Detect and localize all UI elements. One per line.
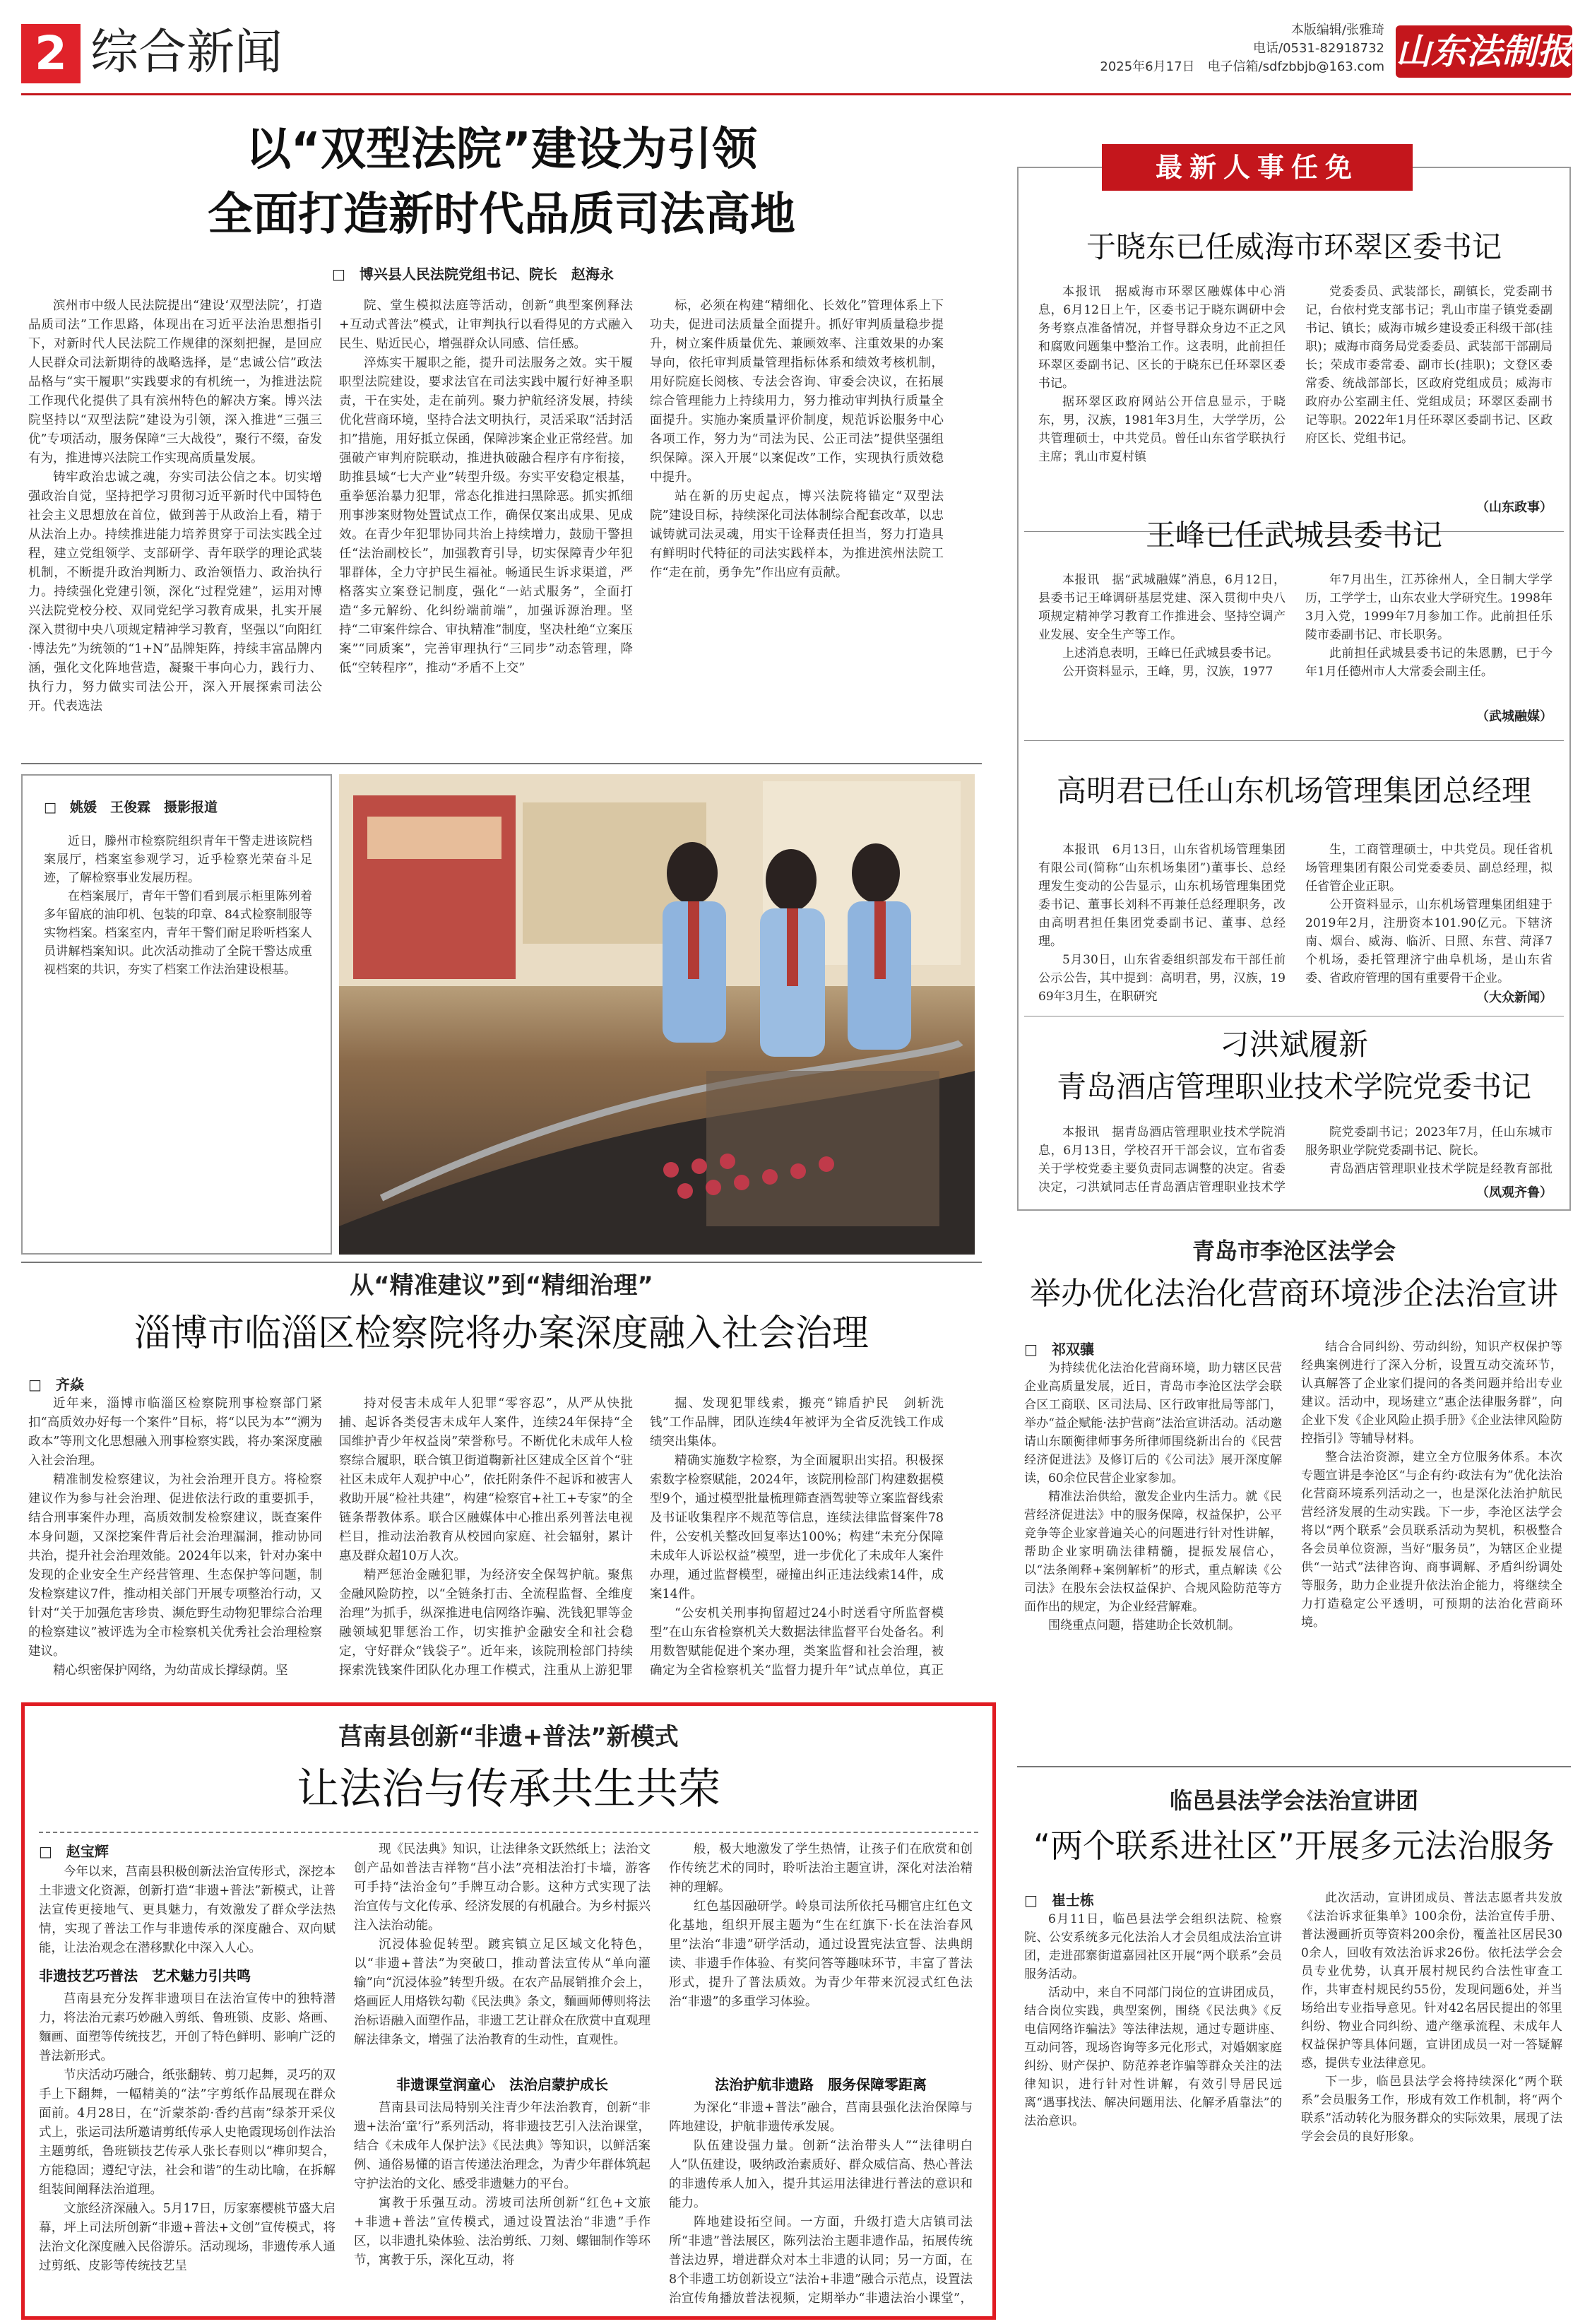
paragraph: 精准制发检察建议，为社会治理开良方。将检察建议作为参与社会治理、促进依法行政的重要抓手，结合刑事案件办理，高质效制发检察建议，既查案件本身问题，又深挖案件背后社会治理漏洞，推动协同共治，提升社会治理效能。2024年以来，针对办案中发现的企业安全生产经营管理、生态保护等问题，制发检察建议7件，推动相关部门开展专项整治行动，又针对“关于加强危害珍贵、濒危野生动物犯罪综合治理的检察建议”被评选为全市检察机关优秀社会治理检察建议。: [28, 1473, 322, 1659]
linyi-byline-text: 崔士栋: [1051, 1892, 1094, 1909]
junan-column-1: [39, 1863, 336, 2315]
section-number: 2: [21, 24, 81, 83]
personnel-4-col2: [1305, 1123, 1553, 1180]
paragraph: 为深化“非遗+普法”融合，莒南县强化法治保障与阵地建设，护航非遗传承发展。: [669, 2101, 973, 2134]
paragraph: 为持续优化法治化营商环境，助力辖区民营企业高质量发展，近日，青岛市李沧区法学会联合区工商联、区司法局、区行政审批局等部门，举办“益企赋能·法护营商”法治宣讲活动。活动邀请山东颐衡律师事务所律师围绕新出台的《民营经济促进法》及修订后的《公司法》展开深度解读，60余位民营企业家参加。: [1024, 1361, 1282, 1486]
junan-byline: [39, 1840, 251, 1861]
junan-kicker: 莒南县创新“非遗+普法”新模式: [338, 1723, 679, 1751]
licang-title: 举办优化法治化营商环境涉企法治宣讲: [1030, 1276, 1558, 1312]
editor-line: 本版编辑/张雅琦: [1290, 23, 1384, 37]
paragraph: 年7月出生，江苏徐州人，全日制大学学历，工学学士，山东农业大学研究生。1998年3月入党，1999年7月参加工作。此前担任乐陵市委副书记、市长职务。: [1305, 573, 1553, 642]
personnel-3-source: （大众新闻）: [1476, 990, 1553, 1005]
paragraph: 阵地建设拓空间。一方面，升级打造大店镇司法所“非遗”普法展区，陈列法治主题非遗作品，拓展传统普法边界，增进群众对本土非遗的认同；另一方面，在8个非遗工坊创新设立“法治+非遗”融合示范点，设置法治宣传角播放普法视频，定期举办“非遗法治小课堂”，: [669, 2215, 973, 2306]
masthead-meta: [904, 21, 1384, 76]
paragraph: 整合法治资源，建立全方位服务体系。本次专题宣讲是李沧区“与企有约·政法有为”优化法治化营商环境系列活动之一，也是深化法治护航民营经济发展的生动实践。下一步，李沧区法学会将以“两个联系”会员联系活动为契机，积极整合各会员单位资源，当好“服务员”，为辖区企业提供“一站式”法律咨询、商事调解、矛盾纠纷调处等服务，助力企业提升依法治企能力，将继续全力打造稳定公平透明，可预期的法治化营商环境。: [1301, 1450, 1562, 1630]
square-bullet-icon: □: [28, 1376, 56, 1393]
paragraph: 6月11日，临邑县法学会组织法院、检察院、公安系统多元化法治人才会员组成法治宣讲团，走进邵寨街道嘉园社区开展“两个联系”会员服务活动。: [1024, 1912, 1282, 1981]
paragraph: 节庆活动巧融合，纸张翻转、剪刀起舞，灵巧的双手上下翻舞，一幅精美的“法”字剪纸作品展现在群众面前。4月28日，在“沂蒙茶韵·香约莒南”绿茶开采仪式上，张运司法所邀请剪纸传承人史艳霞现场创作法治主题剪纸，鲁班锁技艺传承人张长春则以“榫卯契合，方能稳固；遵纪守法，社会和谐”的生动比喻，在拆解组装间阐释法治道理。: [39, 2068, 336, 2197]
personnel-2-source: （武城融媒）: [1476, 709, 1553, 724]
paragraph: 掘、发现犯罪线索，搬亮“锦盾护民 剑斩洗钱”工作品牌，团队连续4年被评为全省反洗钱工作成绩突出集体。: [650, 1397, 944, 1449]
paragraph: 此前担任武城县委书记的朱恩鹏，已于今年1月任德州市人大常委会副主任。: [1305, 646, 1553, 679]
paragraph: 沉浸体验促转型。踱宾镇立足区域文化特色，以“非遗+普法”为突破口，推动普法宣传从“单向灌输”向“沉浸体验”转型升级。在农产品展销推介会上，烙画匠人用烙铁勾勒《民法典》条文，麵画师傅则将法治标语融入面塑作品，非遗工艺让群众在欣赏中直观理解法律条文，增强了法治教育的生动性，直观性。: [354, 1938, 651, 2047]
paragraph: 本报讯 6月13日，山东省机场管理集团有限公司(简称“山东机场集团”)董事长、总经理发生变动的公告显示，山东机场管理集团党委书记、董事长刘科不再兼任总经理职务，改由高明君担任集团党委副书记、董事、总经理。: [1038, 843, 1286, 949]
personnel-2-col2: [1305, 571, 1553, 705]
paragraph: 铸牢政治忠诚之魂，夯实司法公信之本。切实增强政治自觉，坚持把学习贯彻习近平新时代中国特色社会主义思想放在首位，做到善于从政治上看，精于从法治上办。持续推进能力培养贯穿于司法实践全过程，建立党组领学、支部研学、青年联学的理论武装机制，不断提升政治判断力、政治领悟力、政治执行力。持续强化党建引领，深化“过程党建”，运用对博兴法院党校分校、双同党纪学习教育成果，扎实开展深入贯彻中央八项规定精神学习教育，坚强以“向阳红·博法先”为统领的“1+N”品牌矩阵，持续丰富品牌内涵，强化文化阵地营造，凝聚干事向心力，践行力、执行力，努力做实司法公开，深入开展探索司法公开。代表选法: [28, 470, 322, 713]
paragraph: 淬炼实干履职之能，提升司法服务之效。实干履职型法院建设，要求法官在司法实践中履行好神圣职责，干在实处，走在前列。聚力护航经济发展，持续优化营商环境，坚持合法文明执行，灵活采取“活封活扣”措施，用好抵立保函，保障涉案企业正常经营。加强破产审判府院联动，推进执破融合程序有序衔接，助推县域“七大产业”转型升级。夯实平安稳定根基，重拳惩治暴力犯罪，常态化推进扫黑除恶。抓实抓细刑事涉案财物处置试点工作，确保仅案出成果、见成效。在青少年犯罪协同共治上持续增力，鼓励干警担任“法治副校长”，加强教育引导，切实保障青少年犯罪群体，全力守护民生福祉。畅通民生诉求渠道，严格落实立案登记制度，强化“一站式服务”，全面打造“多元解纷、化纠纷端前端”，加强诉源治理。坚持“二审案件综合、审执精准”制度，坚决杜绝“立案压案”“同质案”，完善审理执行“三同步”动态管理，降低“空转程序”，推动“矛盾不上交”: [339, 356, 633, 675]
zibo-column-1: [28, 1394, 322, 1677]
paragraph: 本报讯 据“武城融媒”消息，6月12日，县委书记王峰调研基层党建、深入贯彻中央八项规定精神学习教育工作推进会、坚持空调产业发展、安全生产等工作。: [1038, 573, 1286, 642]
square-bullet-icon: □: [1024, 1892, 1052, 1909]
photo-credit-text: 姚媛 王俊霖 摄影报道: [69, 800, 218, 815]
junan-col2-top: [354, 1840, 651, 2070]
paragraph: 标，必须在构建“精细化、长效化”管理体系上下功夫，促进司法质量全面提升。抓好审判质量稳步提升，树立案件质量优先、兼顾效率、注重效果的办案导向，依托审判质量管理指标体系和绩效考核机制，用好院庭长阅核、专法会咨询、审委会决议，在拓展综合管理能力上持续用力，努力推动审判执行质量全面提升。实施办案质量评价制度，规范诉讼服务中心各项工作，努力为“司法为民、公正司法”提供坚强组织保障。深入开展“以案促改”工作，实现执行质效稳中提升。: [650, 299, 944, 485]
paragraph: 般，极大地激发了学生热情，让孩子们在欣赏和创作传统艺术的同时，聆听法治主题宣讲，深化对法治精神的理解。: [669, 1842, 973, 1895]
paragraph: 下一步，临邑县法学会将持续深化“两个联系”会员服务工作，形成有效工作机制，将“两个联系”活动转化为服务群众的实际效果，展现了法学会会员的良好形象。: [1301, 2075, 1562, 2144]
paragraph: 持对侵害未成年人犯罪“零容忍”，从严从快批捕、起诉各类侵害未成年人案件，连续24年保持“全国维护青少年权益岗”荣誉称号。不断优化未成年人检察综合履职，联合镇卫街道鞠新社区建成全区首个“驻社区未成年人观护中心”，依托附条件不起诉和被害人救助开展“检社共建”，构建“检察官+社工+专家”的全链条帮教体系。联合区融媒体中心推出系列普法电视栏目，推动法治教育从校园向家庭、社会辐射，累计惠及群众超10万人次。: [339, 1397, 633, 1563]
date-email-line: 2025年6月17日 电子信箱/sdfzbbjb@163.com: [1100, 59, 1384, 74]
linyi-column-1: [1024, 1910, 1282, 2314]
junan-subhead-3: 法治护航非遗路 服务保障零距离: [715, 2076, 927, 2093]
square-bullet-icon: □: [1024, 1341, 1052, 1358]
square-bullet-icon: □: [44, 800, 70, 815]
zibo-top-rule: [21, 1262, 982, 1263]
zibo-byline: [28, 1373, 240, 1394]
paragraph: 近日，滕州市检察院组织青年干警走进该院档案展厅，档案室参观学习，近乎检察光荣奋斗足迹，了解检察事业发展历程。: [44, 834, 312, 885]
licang-column-2: [1301, 1338, 1562, 1752]
lead-column-3: [650, 297, 944, 749]
paragraph: 近年来，淄博市临淄区检察院刑事检察部门紧扣“高质效办好每一个案件”目标，将“以民为本”“溯为政本”等刑文化思想融入刑事检察实践，将办案深度融入社会治理。: [28, 1397, 322, 1468]
junan-subhead-2: 非遗课堂润童心 法治启蒙护成长: [396, 2076, 608, 2093]
paragraph: 据环翠区政府网站公开信息显示，于晓东，男，汉族，1981年3月生，大学学历，公共管理硕士，中共党员。曾任山东省学联执行主席；乳山市夏村镇: [1038, 395, 1286, 464]
square-bullet-icon: □: [332, 266, 360, 283]
paragraph: 精严惩治金融犯罪，为经济安全保驾护航。聚焦金融风险防控，以“全链条打击、全流程监督、全维度治理”为抓手，纵深推进电信网络诈骗、洗钱犯罪等金融领域犯罪惩治工作，切实推护金融安全和社会稳定，守好群众“钱袋子”。近年来，该院刑检部门持续探索洗钱案件团队化办理工作模式，注重从上游犯罪: [339, 1568, 633, 1677]
licang-column-1: [1024, 1359, 1282, 1752]
junan-column-3: [669, 1840, 973, 2315]
personnel-4-title: 刁洪斌履新: [1219, 1027, 1368, 1062]
junan-byline-text: 赵宝辉: [66, 1843, 109, 1860]
paragraph: 此次活动，宣讲团成员、普法志愿者共发放《法治诉求征集单》100余份，法治宣传手册、普法漫画折页等资料200余份，覆盖社区居民300余人，回收有效法治诉求26份。依托法学会会员专业优势，认真开展村规民约合法性审查工作，共审查村规民约55份，发现问题6处，并当场给出专业指导意见。针对42名居民提出的邻里纠纷、物业合同纠纷、遗产继承流程、未成年人权益保护等具体问题，宣讲团成员一对一答疑解惑，提供专业法律意见。: [1301, 1891, 1562, 2070]
photo-illustration: [339, 774, 975, 1255]
lead-divider: [21, 763, 982, 764]
paragraph: 现《民法典》知识，让法律条文跃然纸上；法治文创产品如普法吉祥物“莒小法”亮相法治打卡墙，游客可手持“法治金句”手牌互动合影。这种方式实现了法治宣传与文化传承、经济发展的有机融合。为乡村振兴注入法治动能。: [354, 1842, 651, 1933]
paragraph: 莒南县充分发挥非遗项目在法治宣传中的独特潜力，将法治元素巧妙融入剪纸、鲁班锁、皮影、烙画、麵画、面塑等传统技艺，开创了特色鲜明、影响广泛的普法新形式。: [39, 1992, 336, 2063]
personnel-2-col1: [1038, 571, 1286, 726]
linyi-byline: [1024, 1889, 1236, 1909]
header-rule: [21, 93, 1571, 95]
zibo-column-3: [650, 1394, 944, 1677]
paragraph: 青岛酒店管理职业技术学院是经教育部批: [1329, 1162, 1553, 1176]
paragraph: 文旅经济深融入。5月17日，厉家寨樱桃节盛大启幕，坪上司法所创新“非遗+普法+文创”宣传模式，将法治文化深度融入民俗游乐。活动现场，非遗传承人通过剪纸、皮影等传统技艺呈: [39, 2202, 336, 2273]
licang-byline: [1024, 1338, 1236, 1358]
personnel-divider-2: [1024, 740, 1564, 741]
lead-column-1: [28, 297, 322, 749]
paragraph: 滨州市中级人民法院提出“建设‘双型法院’，打造品质司法”工作思路，体现出在习近平法治思想指引下，对新时代人民法院工作规律的深刻把握，是回应人民群众司法新期待的战略选择，是“忠诚公信”政法品格与“实干履职”实践要求的有机统一，为推进法院工作现代化提供了具有滨州特色的解决方案。博兴法院坚持以“双型法院”建设为引领，深入推进“三强三优”专项活动，服务保障“三大战役”，聚行不缀，奋发有为，推进博兴法院工作实现高质量发展。: [28, 299, 322, 466]
licang-kicker: 青岛市李沧区法学会: [1192, 1238, 1396, 1264]
lead-byline-text: 博兴县人民法院党组书记、院长 赵海永: [359, 266, 614, 283]
paragraph: 公开资料显示，王峰，男，汉族，1977: [1062, 665, 1274, 679]
news-photo: [339, 774, 975, 1255]
linyi-column-2: [1301, 1889, 1562, 2314]
licang-bottom-rule: [1017, 1766, 1571, 1767]
junan-intro: [39, 1863, 336, 1959]
photo-credit: [44, 797, 319, 816]
junan-dashed-rule: [39, 1832, 978, 1833]
zibo-kicker: 从“精准建议”到“精细治理”: [350, 1271, 653, 1300]
paragraph: 精准法治供给，激发企业内生活力。就《民营经济促进法》中的服务保障，权益保护，公平竞争等企业家普遍关心的问题进行针对性讲解，帮助企业家明确法律精髓，提振发展信心，以“法条阐释+案例解析”的形式，重点解读《公司法》在股东会法权益保护、合规风险防范等方面作出的规定，为企业经营解难。: [1024, 1490, 1282, 1614]
paragraph: 5月30日，山东省委组织部发布干部任前公示公告，其中提到：高明君，男，汉族，1969年3月生，在职研究: [1038, 953, 1286, 1004]
paragraph: 站在新的历史起点，博兴法院将锚定“双型法院”建设目标，持续深化司法体制综合配套改革，以忠诚铸就司法灵魂，用实干诠释责任担当，努力打造具有鲜明时代特征的司法实践样本，为推进滨州法院工作“走在前，勇争先”作出应有贡献。: [650, 490, 944, 580]
licang-byline-text: 祁双骧: [1051, 1341, 1094, 1358]
section-title: 综合新闻: [90, 25, 283, 81]
junan-col2-body: [354, 2099, 651, 2311]
personnel-3-col2: [1305, 841, 1553, 986]
personnel-4-col1: [1038, 1123, 1286, 1197]
paragraph: 寓教于乐强互动。涝坡司法所创新“红色+文旅+非遗+普法”宣传模式，通过设置法治“非遗”手作区，以非遗扎染体验、法治剪纸、刀刻、螺钿制作等环节，寓教于乐，深化互动，将: [354, 2196, 651, 2267]
square-bullet-icon: □: [39, 1843, 66, 1860]
lead-byline: [332, 263, 826, 283]
paragraph: 围绕重点问题，搭建助企长效机制。: [1048, 1618, 1240, 1632]
junan-col1-body: [39, 1990, 336, 2315]
paragraph: 结合合同纠纷、劳动纠纷，知识产权保护等经典案例进行了深入分析，设置互动交流环节，认真解答了企业家们提问的各类问题并给出专业建议。活动中，现场建立“惠企法律服务群”，向企业下发《企业风险止损手册》《企业法律风险防控指引》等辅导材料。: [1301, 1340, 1562, 1446]
paragraph: 院、堂生模拟法庭等活动，创新“典型案例释法+互动式普法”模式，让审判执行以看得见的方式融入民生、贴近民心，增强群众认同感、信任感。: [339, 299, 633, 351]
photo-caption-box: [21, 774, 332, 1255]
paragraph: 本报讯 据青岛酒店管理职业技术学院消息，6月13日，学校召开干部会议，宣布省委关于学校党委主要负责同志调整的决定。省委决定，刁洪斌同志任青岛酒店管理职业技术学: [1038, 1125, 1286, 1194]
phone-line: 电话/0531-82918732: [1253, 41, 1384, 56]
junan-column-2: [354, 1840, 651, 2315]
paragraph: 红色基因融研学。岭泉司法所依托马棚官庄红色文化基地，组织开展主题为“生在红旗下·长在法治春风里”法治“非遗”研学活动，通过设置宪法宣誓、法典朗读、非遗手作体验、有奖问答等趣味环节，丰富了普法形式，提升了普法质效。为青少年带来沉浸式红色法治“非遗”的多重学习体验。: [669, 1899, 973, 2009]
junan-col3-body: [669, 2099, 973, 2311]
paragraph: 党委委员、武装部长，副镇长，党委副书记，台依村党支部书记；乳山市崖子镇党委副书记、镇长；威海市城乡建设委正科级干部(挂职)；威海市商务局党委委员、武装部干部副局长；荣成市委常委、副市长(挂职)；文登区委常委、统战部部长，区政府党组成员；威海市政府办公室副主任、党组成员；环翠区委副书记等职。2022年1月任环翠区委副书记、区政府区长、党组书记。: [1305, 285, 1553, 446]
lead-title-line1: 以“双型法院”建设为引领: [245, 124, 758, 176]
personnel-2-title: 王峰已任武城县委书记: [1145, 518, 1442, 552]
paragraph: 今年以来，莒南县积极创新法治宣传形式，深挖本土非遗文化资源，创新打造“非遗+普法”新模式，让普法宣传更接地气、更具魅力，有效激发了群众学法热情，实现了普法工作与非遗传承的深度融合、双向赋能，让法治观念在潜移默化中深入人心。: [39, 1865, 336, 1955]
lead-title-line2: 全面打造新时代品质司法高地: [208, 189, 795, 241]
junan-article-box: [21, 1702, 996, 2320]
personnel-1-col2: [1305, 283, 1553, 494]
personnel-4-source: （凤观齐鲁）: [1476, 1185, 1553, 1200]
paragraph: 上述消息表明，王峰已任武城县委书记。: [1062, 646, 1278, 660]
paragraph: 队伍建设强力量。创新“法治带头人”“法律明白人”队伍建设，吸纳政治素质好、群众威信高、热心普法的非遗传承人加入，提升其运用法律进行普法的意识和能力。: [669, 2139, 973, 2210]
paragraph: 在档案展厅，青年干警们看到展示柜里陈列着多年留底的油印机、包装的印章、84式检察制服等实物档案。档案室内，青年干警们耐足聆听档案人员讲解档案知识。此次活动推动了全院干警达成重视档案的共识，夯实了档案工作法治建设根基。: [44, 889, 312, 977]
personnel-3-title: 高明君已任山东机场管理集团总经理: [1056, 773, 1531, 808]
junan-col3-top: [669, 1840, 973, 2070]
zibo-column-2: [339, 1394, 633, 1677]
paragraph: 本报讯 据威海市环翠区融媒体中心消息，6月12日上午，区委书记于晓东调研中会务考察点准备情况，并督导群众身边不正之风和腐败问题集中整治工作。这表明，此前担任环翠区委副书记、区长的于晓东已任环翠区委书记。: [1038, 285, 1286, 391]
lead-column-2: [339, 297, 633, 749]
paragraph: 活动中，来自不同部门岗位的宣讲团成员，结合岗位实践，典型案例，围绕《民法典》《反电信网络诈骗法》等法律法规，通过专题讲座、互动问答，现场咨询等多元化形式，对婚姻家庭纠纷、财产保护、防范养老诈骗等群众关注的法律知识，进行针对性讲解，有效引导居民远离“遇事找法、解决问题用法、化解矛盾靠法”的法治意识。: [1024, 1986, 1282, 2128]
linyi-kicker: 临邑县法学会法治宣讲团: [1169, 1787, 1418, 1814]
zibo-title: 淄博市临淄区检察院将办案深度融入社会治理: [133, 1312, 869, 1355]
paragraph: 精确实施数字检察，为全面履职出实招。积极探索数字检察赋能，2024年，该院刑检部门构建数据模型9个，通过模型批量梳理筛查酒驾驶等立案监督线索及书证收集程序不规范等信息，连续法律监督案件78件，公安机关整改回复率达100%；构建“未充分保障未成年人诉讼权益”模型，进一步优化了未成年人案件办理，通过监督模型，碰撞出纠正违法线索14件，成案14件。: [650, 1454, 944, 1601]
paragraph: 公开资料显示，山东机场管理集团组建于2019年2月，注册资本101.90亿元。下辖济南、烟台、威海、临沂、日照、东营、菏泽7个机场，委托管理济宁曲阜机场，是山东省委、省政府管理的国有重要骨干企业。: [1305, 898, 1553, 985]
personnel-1-source: （山东政事）: [1476, 500, 1553, 515]
personnel-1-col1: [1038, 283, 1286, 516]
personnel-3-col1: [1038, 841, 1286, 1004]
paragraph: 生，工商管理硕士，中共党员。现任省机场管理集团有限公司党委委员、副总经理，拟任省管企业正职。: [1305, 843, 1553, 894]
junan-subhead-1: 非遗技艺巧普法 艺术魅力引共鸣: [39, 1967, 251, 1984]
personnel-1-title: 于晓东已任威海市环翠区委书记: [1086, 230, 1502, 264]
linyi-title: “两个联系进社区”开展多元法治服务: [1033, 1827, 1555, 1865]
photo-caption-body: [44, 832, 312, 1185]
paragraph: 精心织密保护网络，为幼苗成长撑绿荫。坚: [53, 1664, 288, 1677]
personnel-banner: 最新人事任免: [1102, 144, 1413, 191]
paragraph: 莒南县司法局特别关注青少年法治教育，创新“非遗+法治‘童’行”系列活动，将非遗技艺引入法治课堂，结合《未成年人保护法》《民法典》等知识，以鲜活案例、通俗易懂的语言传递法治理念，为青少年群体筑起守护法治的文化、感受非遗魅力的平台。: [354, 2101, 651, 2191]
paragraph: “公安机关刑事拘留超过24小时送看守所监督模型”在山东省检察机关大数据法律监督平台处备名。利用数智赋能促进个案办理，类案监督和社会治理，被确定为全省检察机关“监督力提升年”试点单位，真正: [650, 1606, 944, 1677]
personnel-4-title2: 青岛酒店管理职业技术学院党委书记: [1056, 1069, 1531, 1104]
newspaper-logo: 山东法制报: [1396, 25, 1572, 78]
zibo-byline-text: 齐焱: [55, 1376, 84, 1393]
junan-title: 让法治与传承共生共荣: [297, 1765, 720, 1814]
paragraph: 院党委副书记；2023年7月，任山东城市服务职业学院党委副书记、院长。: [1305, 1125, 1553, 1158]
